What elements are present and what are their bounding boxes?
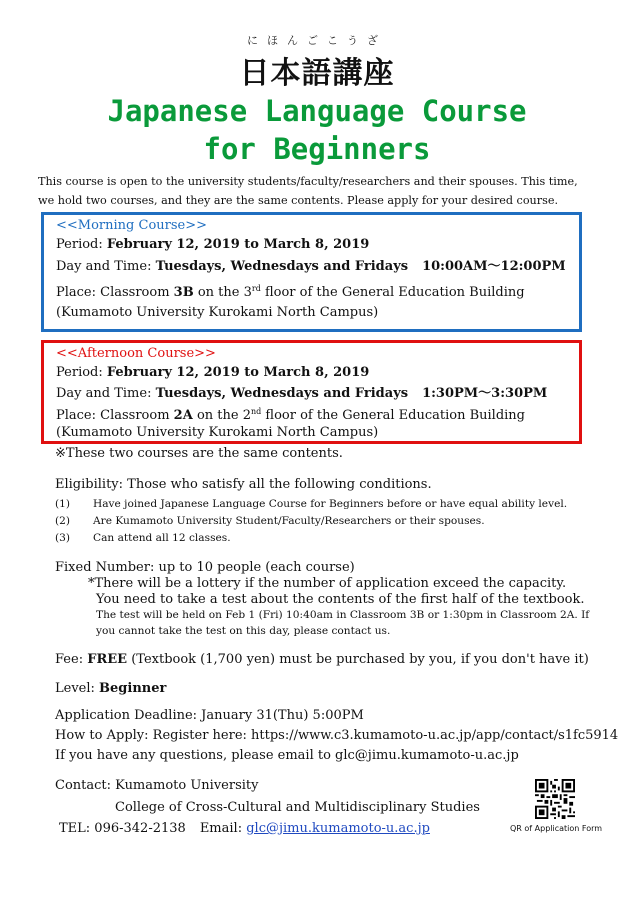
afternoon-course-box (41, 340, 582, 444)
questions-email: If you have any questions, please email to glc@jimu.kumamoto-u.ac.jp (55, 748, 519, 763)
college-name: College of Cross-Cultural and Multidisciplinary Studies (115, 800, 480, 815)
level: Level: Beginner (55, 681, 167, 696)
test-note: You need to take a test about the contents of the first half of the textbook. (96, 592, 585, 607)
qr-caption: QR of Application Form (510, 824, 603, 833)
same-contents-note: ※These two courses are the same contents. (55, 446, 343, 461)
how-to-apply[interactable]: How to Apply: Register here: https://www.c3.kumamoto-u.ac.jp/app/contact/s1fc5914 (55, 728, 619, 743)
morning-place: Place: Classroom 3B on the 3rd floor of the General Education Building (56, 284, 525, 300)
contact-tel-email: TEL: 096-342-2138 Email: glc@jimu.kumamoto-u.ac.jp (59, 821, 430, 836)
lottery-note: *There will be a lottery if the number of application exceed the capacity. (88, 576, 567, 591)
morning-period: Period: February 12, 2019 to March 8, 2019 (56, 237, 370, 252)
japanese-title: 日本語講座 (239, 56, 395, 91)
afternoon-period: Period: February 12, 2019 to March 8, 2019 (56, 365, 370, 380)
afternoon-day-time: Day and Time: Tuesdays, Wednesdays and Fridays 1:30PM〜3:30PM (56, 386, 548, 401)
contact-email-link[interactable]: glc@jimu.kumamoto-u.ac.jp (246, 821, 430, 836)
eligibility-item: (3) Can attend all 12 classes. (55, 532, 231, 544)
morning-day-time: Day and Time: Tuesdays, Wednesdays and Fridays 10:00AM〜12:00PM (56, 259, 566, 274)
morning-heading: <<Morning Course>> (56, 218, 208, 233)
furigana: にほんごこうざ (247, 34, 387, 47)
eligibility-item: (1) Have joined Japanese Language Course for Beginners before or have equal ability level. (55, 498, 568, 510)
contact-line: Contact: Kumamoto University (55, 778, 259, 793)
afternoon-heading: <<Afternoon Course>> (56, 346, 216, 361)
test-schedule: The test will be held on Feb 1 (Fri) 10:40am in Classroom 3B or 1:30pm in Classroom 2A. If you cannot take the test on this day, please contact us. (96, 609, 590, 637)
intro-text: This course is open to the university students/faculty/researchers and their spouses. This time, we hold two courses, and they are the same contents. Please apply for your desired course. (38, 175, 578, 207)
fixed-number: Fixed Number: up to 10 people (each course) (55, 560, 355, 575)
eligibility-item: (2) Are Kumamoto University Student/Faculty/Researchers or their spouses. (55, 515, 485, 527)
english-title-line1: Japanese Language Course (107, 94, 527, 128)
morning-course-box (41, 212, 582, 332)
afternoon-campus: (Kumamoto University Kurokami North Campus) (56, 425, 379, 440)
eligibility-heading: Eligibility: Those who satisfy all the following conditions. (55, 477, 432, 492)
morning-campus: (Kumamoto University Kurokami North Campus) (56, 305, 379, 320)
qr-code-icon[interactable] (535, 779, 575, 819)
afternoon-place: Place: Classroom 2A on the 2nd floor of the General Education Building (56, 407, 526, 423)
english-title-line2: for Beginners (203, 132, 431, 166)
application-deadline: Application Deadline: January 31(Thu) 5:00PM (55, 708, 364, 723)
fee: Fee: FREE (Textbook (1,700 yen) must be purchased by you, if you don't have it) (55, 652, 589, 667)
